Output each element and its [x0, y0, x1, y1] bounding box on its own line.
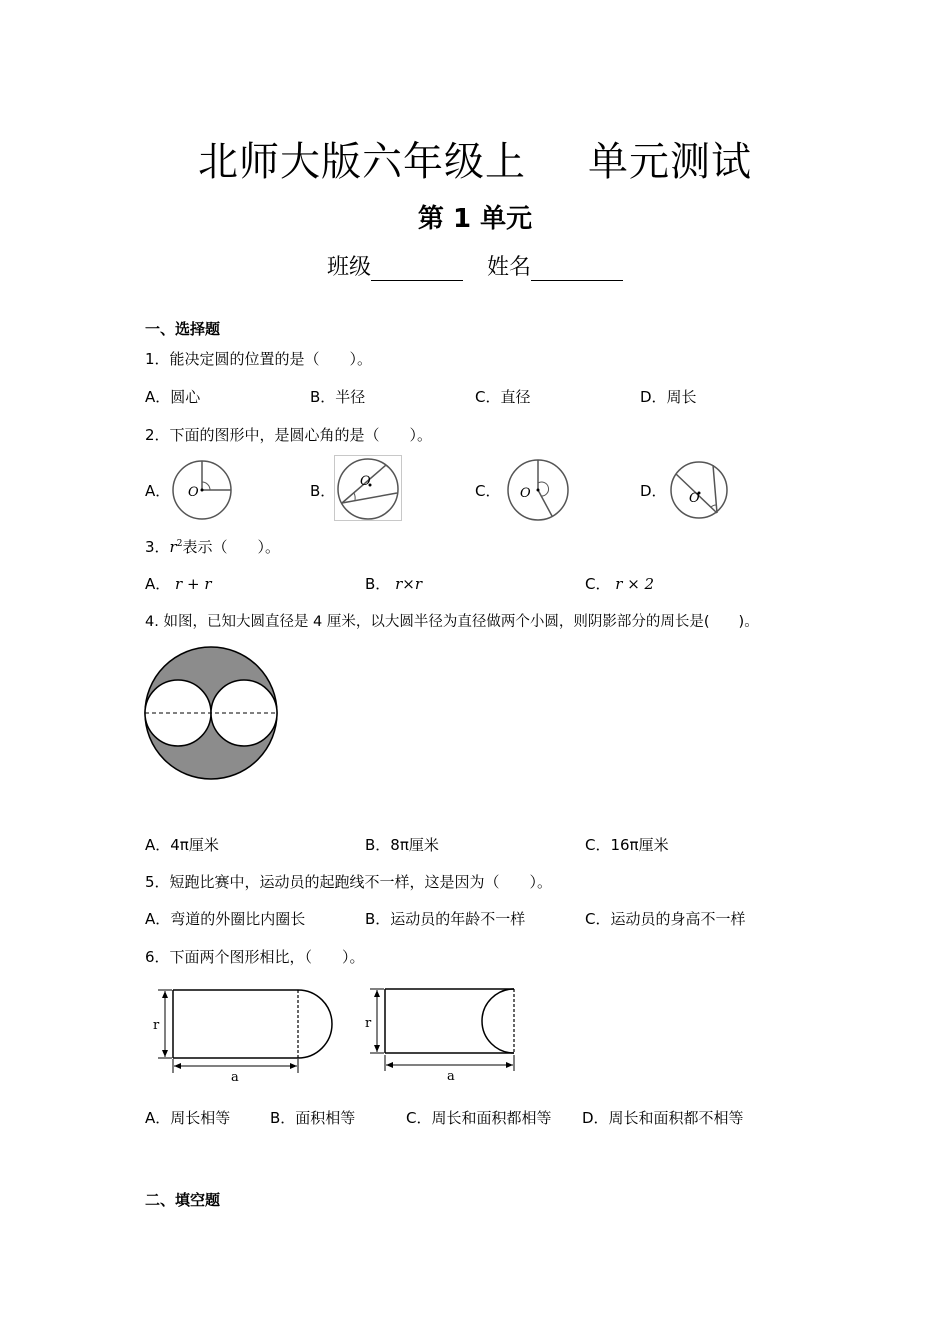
r-label: r: [153, 1018, 160, 1033]
class-name-line: [0, 250, 950, 281]
q4-option-b[interactable]: B．8π厘米: [365, 836, 439, 854]
question-2: 2．下面的图形中，是圆心角的是（ ）。: [145, 426, 433, 444]
q2-option-a[interactable]: A．: [145, 482, 171, 500]
q2-option-b[interactable]: B．: [310, 482, 336, 500]
q4-option-a[interactable]: A．4π厘米: [145, 836, 219, 854]
q3-prefix: 3．: [145, 538, 170, 556]
q6-figure-right: [362, 985, 522, 1084]
q1-option-a[interactable]: A．圆心: [145, 388, 201, 406]
q3-option-b-expr: r×r: [395, 575, 422, 593]
question-3: [145, 536, 280, 557]
q6-figure-left: [150, 985, 340, 1085]
q4-option-c[interactable]: C．16π厘米: [585, 836, 669, 854]
name-blank[interactable]: [531, 258, 623, 281]
q2-option-d[interactable]: D．: [640, 482, 667, 500]
q2-option-c[interactable]: C．: [475, 482, 501, 500]
q6-option-c[interactable]: C．周长和面积都相等: [406, 1109, 552, 1127]
title-part1: 北师大版六年级上: [198, 139, 526, 185]
class-blank[interactable]: [371, 258, 463, 281]
page-title: [0, 130, 950, 187]
section1-heading: 一、选择题: [145, 320, 221, 338]
center-label: O: [188, 485, 199, 500]
q2-figure-c: [505, 457, 571, 523]
q5-option-c[interactable]: C．运动员的身高不一样: [585, 910, 746, 928]
q3-option-b[interactable]: [365, 573, 422, 594]
q3-var: r: [169, 538, 177, 556]
q6-option-a[interactable]: A．周长相等: [145, 1109, 231, 1127]
a-label: a: [231, 1070, 239, 1085]
q5-option-a[interactable]: A．弯道的外圈比内圈长: [145, 910, 306, 928]
q1-option-c[interactable]: C．直径: [475, 388, 531, 406]
q3-option-a-expr: r + r: [175, 575, 212, 593]
q3-option-c[interactable]: [585, 573, 654, 594]
q3-variable: [170, 538, 183, 556]
center-label: O: [689, 491, 700, 506]
title-part2: 单元测试: [588, 139, 752, 185]
q3-exp: 2: [176, 539, 183, 549]
q3-suffix: 表示（ ）。: [182, 538, 280, 556]
section2-heading: 二、填空题: [145, 1191, 221, 1209]
q2-figure-d: [668, 459, 730, 521]
q3-option-a[interactable]: [145, 573, 212, 594]
center-label: O: [360, 474, 371, 489]
question-6: 6．下面两个图形相比，（ ）。: [145, 948, 365, 966]
q5-option-b[interactable]: B．运动员的年龄不一样: [365, 910, 526, 928]
unit-subtitle: 第 1 单元: [417, 204, 533, 234]
q1-option-d[interactable]: D．周长: [640, 388, 697, 406]
name-label: 姓名: [487, 255, 532, 280]
a-label: a: [447, 1069, 455, 1084]
question-4: 4. 如图，已知大圆直径是 4 厘米，以大圆半径为直径做两个小圆，则阴影部分的周长是( )。: [145, 614, 759, 630]
q3-option-c-letter: C．: [585, 575, 611, 593]
q2-figure-a: [168, 458, 236, 522]
center-label: O: [520, 486, 531, 501]
q3-option-b-letter: B．: [365, 575, 391, 593]
question-1: 1．能决定圆的位置的是（ ）。: [145, 350, 373, 368]
q3-option-c-expr: r × 2: [615, 575, 655, 593]
question-5: 5．短跑比赛中，运动员的起跑线不一样，这是因为（ ）。: [145, 873, 553, 891]
q4-figure-circles: [143, 645, 279, 781]
class-label: 班级: [326, 255, 371, 280]
r-label: r: [365, 1016, 372, 1031]
q2-figure-b: [334, 455, 402, 521]
q6-option-b[interactable]: B．面积相等: [270, 1109, 356, 1127]
q1-option-b[interactable]: B．半径: [310, 388, 366, 406]
q6-option-d[interactable]: D．周长和面积都不相等: [582, 1109, 744, 1127]
q3-option-a-letter: A．: [145, 575, 171, 593]
